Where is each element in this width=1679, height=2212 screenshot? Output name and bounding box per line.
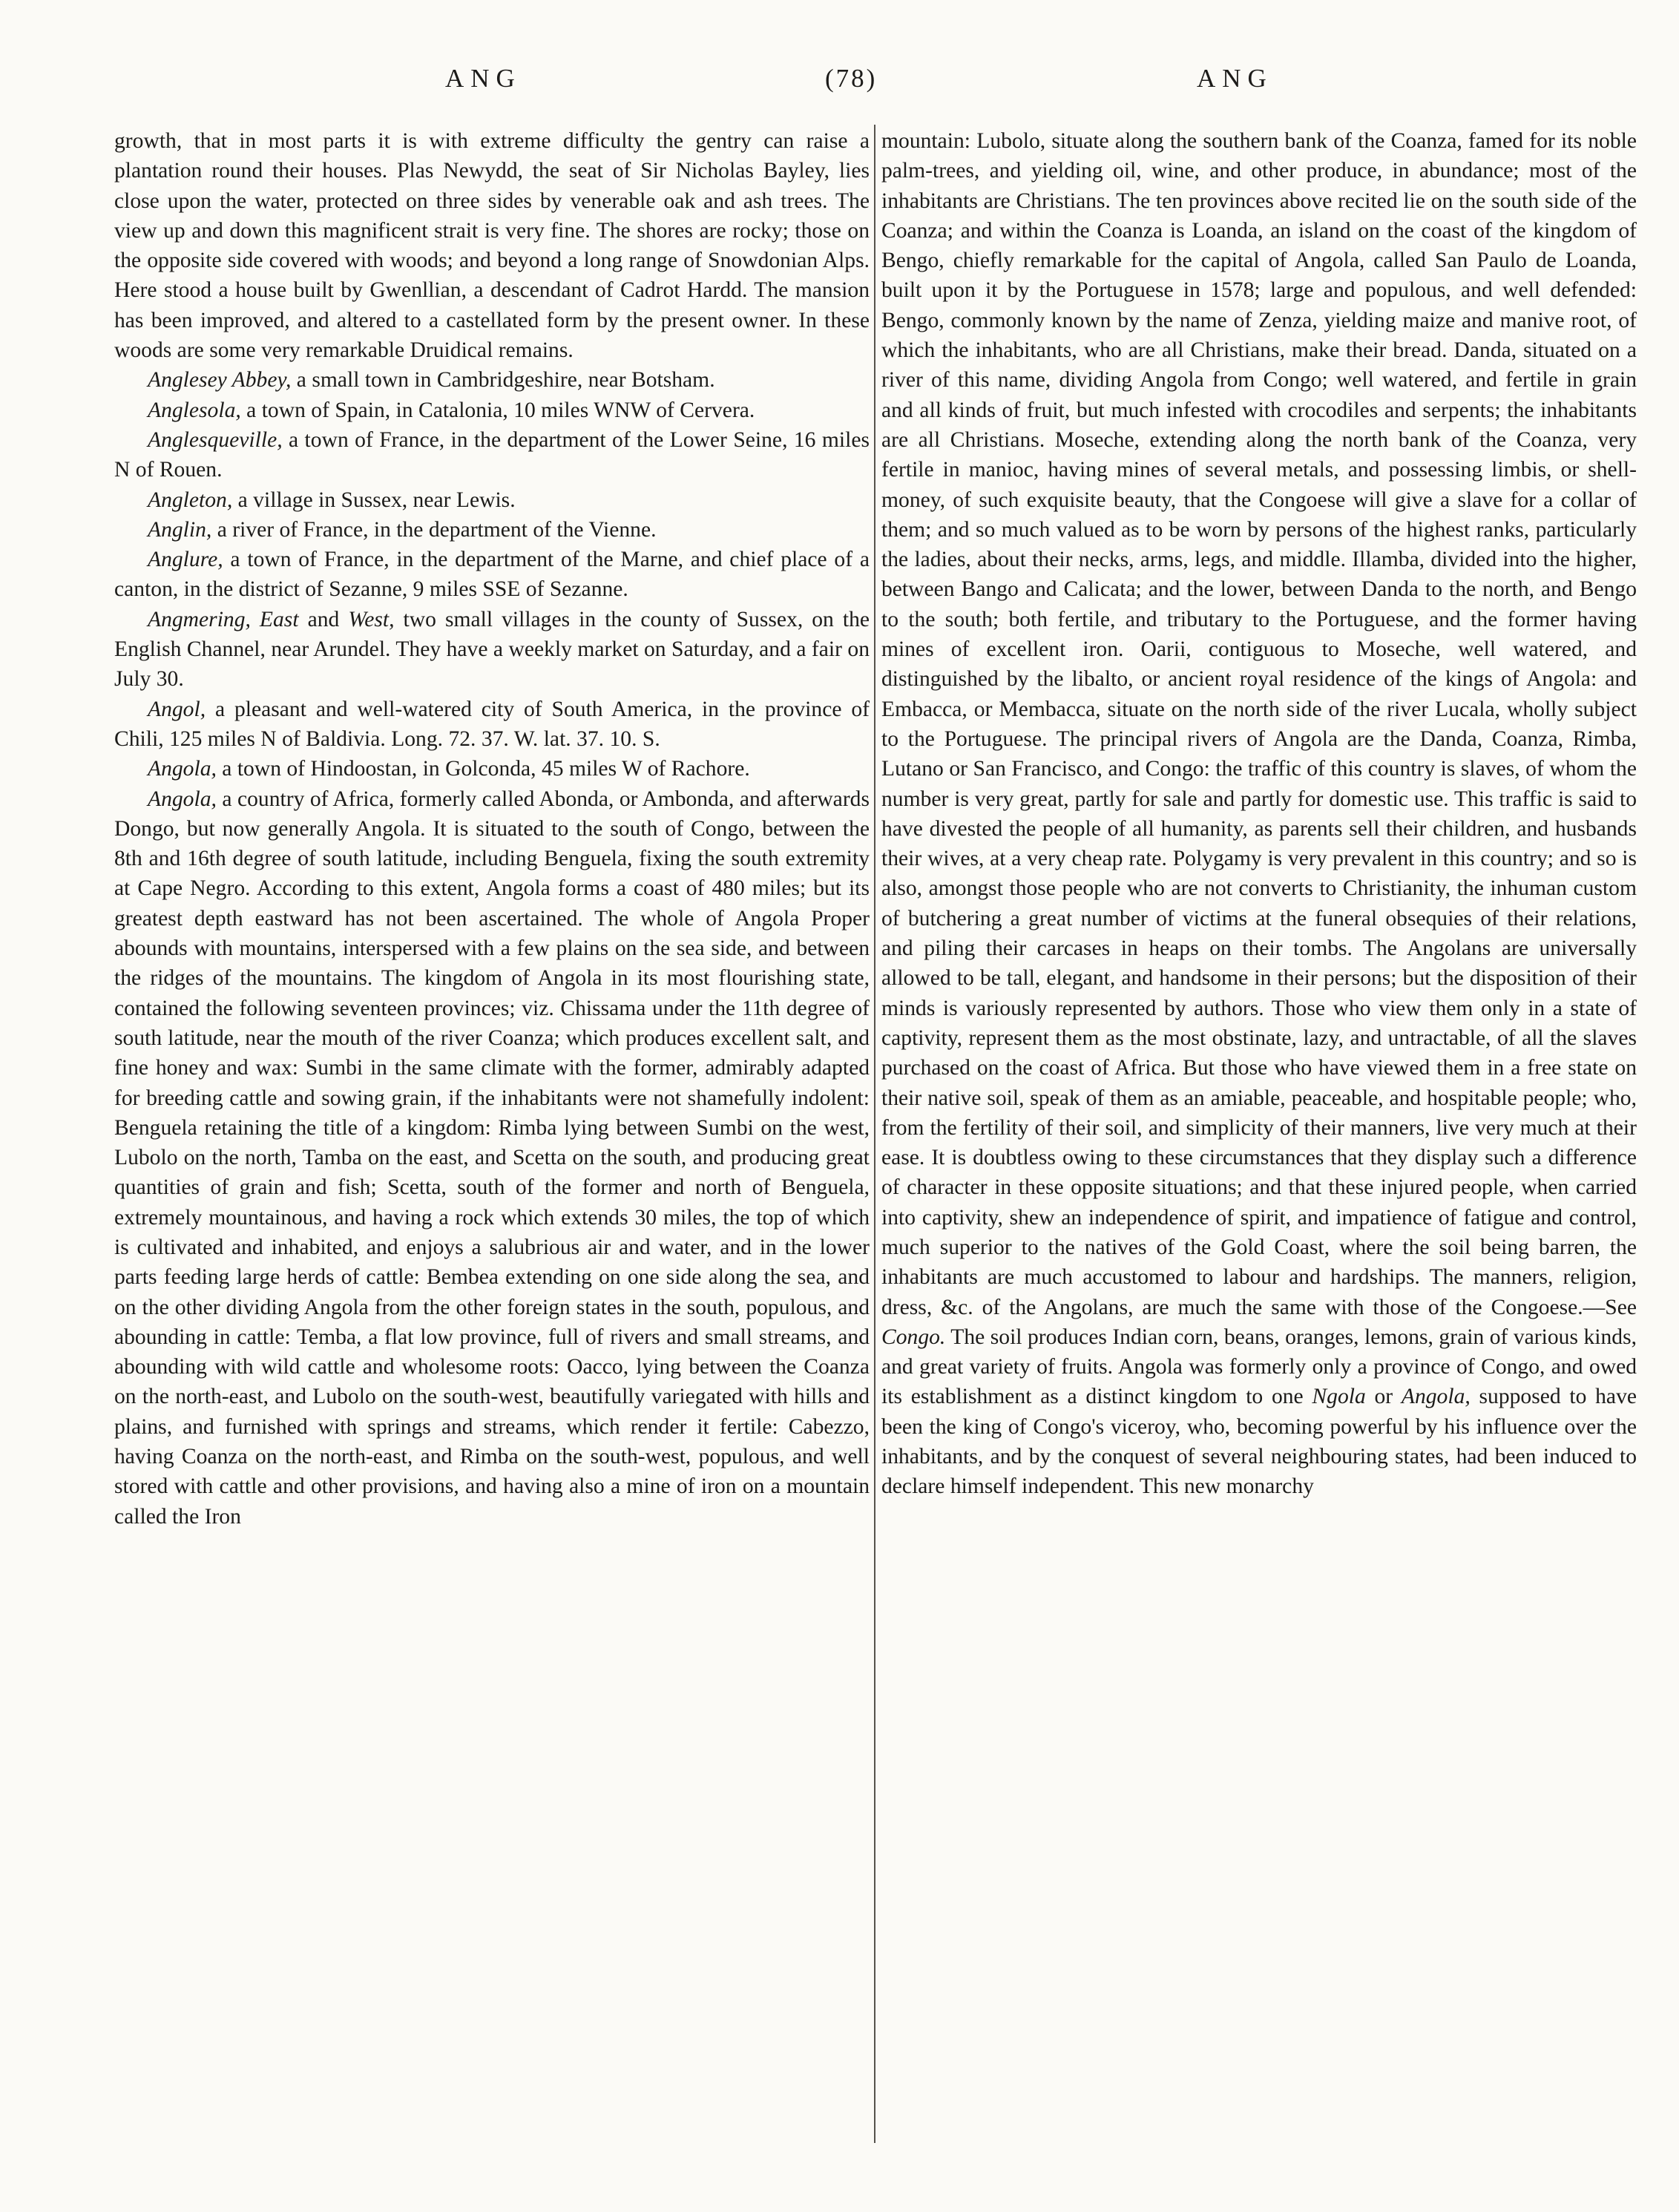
cross-reference: Congo.: [881, 1325, 946, 1349]
entry-text: growth, that in most parts it is with extreme difficulty the gentry can raise a plantation round their houses. Plas Newydd, the seat of Sir Nicholas Bayley, lies close upon the water, protected on three sides by venerable oak and ash trees. The view up and down this magnificent strait is very fine. The shores are rocky; those on the opposite side covered with woods; and beyond a long range of Snowdonian Alps. Here stood a house built by Gwenllian, a descendant of Cadrot Hardd. The mansion has been improved, and altered to a castellated form by the present owner. In these woods are some very remarkable Druidical remains.: [114, 129, 870, 363]
entry-text: a village in Sussex, near Lewis.: [232, 488, 516, 512]
entry-text: a pleasant and well-watered city of South America, in the province of Chili, 125 miles N of Baldivia. Long. 72. 37. W. lat. 37. 10. S.: [114, 697, 870, 751]
italic-name-angola: Angola,: [1401, 1385, 1471, 1409]
entry-angol: [114, 695, 870, 755]
entry-text: a town of France, in the department of the Marne, and chief place of a canton, in the district of Sezanne, 9 miles SSE of Sezanne.: [114, 548, 870, 602]
entry-headword: Angleton,: [148, 488, 233, 512]
entry-text: a small town in Cambridgeshire, near Botsham.: [291, 368, 715, 393]
entry-headword-2: West,: [348, 607, 395, 631]
entry-angleton: [114, 485, 870, 515]
entry-anglesola: [114, 396, 870, 425]
entry-anglesey-abbey: [114, 365, 870, 395]
entry-text: a town of France, in the department of the Lower Seine, 16 miles N of Rouen.: [114, 427, 870, 482]
entry-headword: Anglesola,: [148, 398, 241, 422]
entry-text-3: supposed to have been the king of Congo's viceroy, who, becoming powerful by his influence over the inhabitants, and by the conquest of several neighbouring states, had been induced to declare himself independent. This new monarchy: [881, 1385, 1637, 1499]
entry-headword: Anglin,: [148, 517, 212, 542]
page-number: (78): [825, 64, 878, 93]
entry-headword: Angola,: [148, 757, 217, 781]
entry-text: a town of Spain, in Catalonia, 10 miles WNW of Cervera.: [240, 398, 755, 422]
entry-headword: Anglesqueville,: [148, 427, 283, 452]
header-right-word: ANG: [1197, 64, 1273, 93]
italic-name-ngola: Ngola: [1312, 1385, 1366, 1409]
entry-text: a town of Hindoostan, in Golconda, 45 miles W of Rachore.: [216, 757, 750, 781]
entry-anglesqueville: [114, 425, 870, 485]
entry-headword: Anglesey Abbey,: [148, 368, 292, 393]
header-left-word: ANG: [445, 64, 522, 93]
entry-angola-continued: [881, 126, 1637, 1502]
entry-headword: Anglure,: [148, 548, 223, 572]
entry-connector: and: [298, 607, 349, 631]
entry-anglin: [114, 515, 870, 545]
column-divider: [874, 125, 875, 2143]
running-header: [0, 64, 1679, 102]
entry-text: two small villages in the county of Sussex, on the English Channel, near Arundel. They have a weekly market on Saturday, and a fair on July 30.: [114, 607, 870, 692]
entry-headword: Angol,: [148, 697, 206, 721]
entry-text: a country of Africa, formerly called Abonda, or Ambonda, and afterwards Dongo, but now generally Angola. It is situated to the south of Congo, between the 8th and 16th degree of south latitude, including Benguela, fixing the south extremity at Cape Negro. According to this extent, Angola forms a coast of 480 miles; but its greatest depth eastward has not been ascertained. The whole of Angola Proper abounds with mountains, interspersed with a few plains on the sea side, and between the ridges of the mountains. The kingdom of Angola in its most flourishing state, contained the following seventeen provinces; viz. Chissama under the 11th degree of south latitude, near the mouth of the river Coanza; which produces excellent salt, and fine honey and wax: Sumbi in the same climate with the former, admirably adapted for breeding cattle and sowing grain, if the inhabitants were not shamefully indolent: Benguela retaining the title of a kingdom: Rimba lying between Sumbi on the west, Lubolo on the north, Tamba on the east, and Scetta on the south, and producing great quantities of grain and fish; Scetta, south of the former and north of Benguela, extremely mountainous, and having a rock which extends 30 miles, the top of which is cultivated and inhabited, and enjoys a salubrious air and water, and in the lower parts feeding large herds of cattle: Bembea extending on one side along the sea, and on the other dividing Angola from the other foreign states in the south, populous, and abounding in cattle: Temba, a flat low province, full of rivers and small streams, and abounding with wild cattle and wholesome roots: Oacco, lying between the Coanza on the north-east, and Lubolo on the south-west, beautifully variegated with hills and plains, and furnished with springs and streams, which render it fertile: Cabezzo, having Coanza on the north-east, and Rimba on the south-west, populous, and well stored with cattle and other provisions, and having also a mine of iron on a mountain called the Iron: [114, 787, 870, 1529]
entry-headword: Angola,: [148, 787, 217, 811]
entry-text-2: The soil produces Indian corn, beans, oranges, lemons, grain of various kinds, and great variety of fruits. Angola was formerly only a province of Congo, and owed its establishment as a distinct kingdom to one: [881, 1325, 1637, 1409]
entry-text: mountain: Lubolo, situate along the southern bank of the Coanza, famed for its noble palm-trees, and yielding oil, wine, and other produce, in abundance; most of the inhabitants are Christians. The ten provinces above recited lie on the south side of the Coanza; and within the Coanza is Loanda, an island on the coast of the kingdom of Bengo, chiefly remarkable for the capital of Angola, called San Paulo de Loanda, built upon it by the Portuguese in 1578; large and populous, and well defended: Bengo, commonly known by the name of Zenza, yielding maize and manive root, of which the inhabitants, who are all Christians, make their bread. Danda, situated on a river of this name, dividing Angola from Congo; well watered, and fertile in grain and all kinds of fruit, but much infested with crocodiles and serpents; the inhabitants are all Christians. Moseche, extending along the north bank of the Coanza, very fertile in manioc, having mines of several metals, and possessing limbis, or shell-money, of such exquisite beauty, that the Congoese will give a slave for a collar of them; and so much valued as to be worn by persons of the highest ranks, particularly the ladies, about their necks, arms, legs, and middle. Illamba, divided into the higher, between Bango and Calicata; and the lower, between Danda to the north, and Bengo to the south; both fertile, and tributary to the Portuguese, and the former having mines of excellent iron. Oarii, contiguous to Moseche, well watered, and distinguished by the libalto, or ancient royal residence of the kings of Angola: and Embacca, or Membacca, situate on the north side of the river Lucala, wholly subject to the Portuguese. The principal rivers of Angola are the Danda, Coanza, Rimba, Lutano or San Francisco, and Congo: the traffic of this country is slaves, of whom the number is very great, partly for sale and partly for domestic use. This traffic is said to have divested the people of all humanity, as parents sell their children, and husbands their wives, at a very cheap rate. Polygamy is very prevalent in this country; and so is also, amongst those people who are not converts to Christianity, the inhuman custom of butchering a great number of victims at the funeral obsequies of their relations, and piling their carcases in heaps on their tombs. The Angolans are universally allowed to be tall, elegant, and handsome in their persons; but the disposition of their minds is variously represented by authors. Those who view them only in a state of captivity, represent them as the most obstinate, lazy, and untractable, of all the slaves purchased on the coast of Africa. But those who have viewed them in a free state on their native soil, speak of them as an amiable, peaceable, and hospitable people; who, from the fertility of their soil, and simplicity of their manners, live very much at their ease. It is doubtless owing to these circumstances that they display such a difference of character in these opposite situations; and that these injured people, when carried into captivity, shew an independence of spirit, and impatience of fatigue and control, much superior to the natives of the Gold Coast, where the soil being barren, the inhabitants are much accustomed to labour and hardships. The manners, religion, dress, &c. of the Angolans, are much the same with those of the Congoese.—See: [881, 129, 1637, 1319]
left-column: [114, 126, 870, 1532]
entry-headword: Angmering, East: [148, 607, 299, 631]
entry-text: a river of France, in the department of the Vienne.: [211, 517, 657, 542]
entry-connector: or: [1365, 1385, 1402, 1409]
entry-angola-country: [114, 784, 870, 1532]
entry-angmering: [114, 605, 870, 695]
entry-angola-town: [114, 754, 870, 784]
right-column: [881, 126, 1637, 1502]
entry-anglure: [114, 545, 870, 605]
entry-continuation: [114, 126, 870, 365]
